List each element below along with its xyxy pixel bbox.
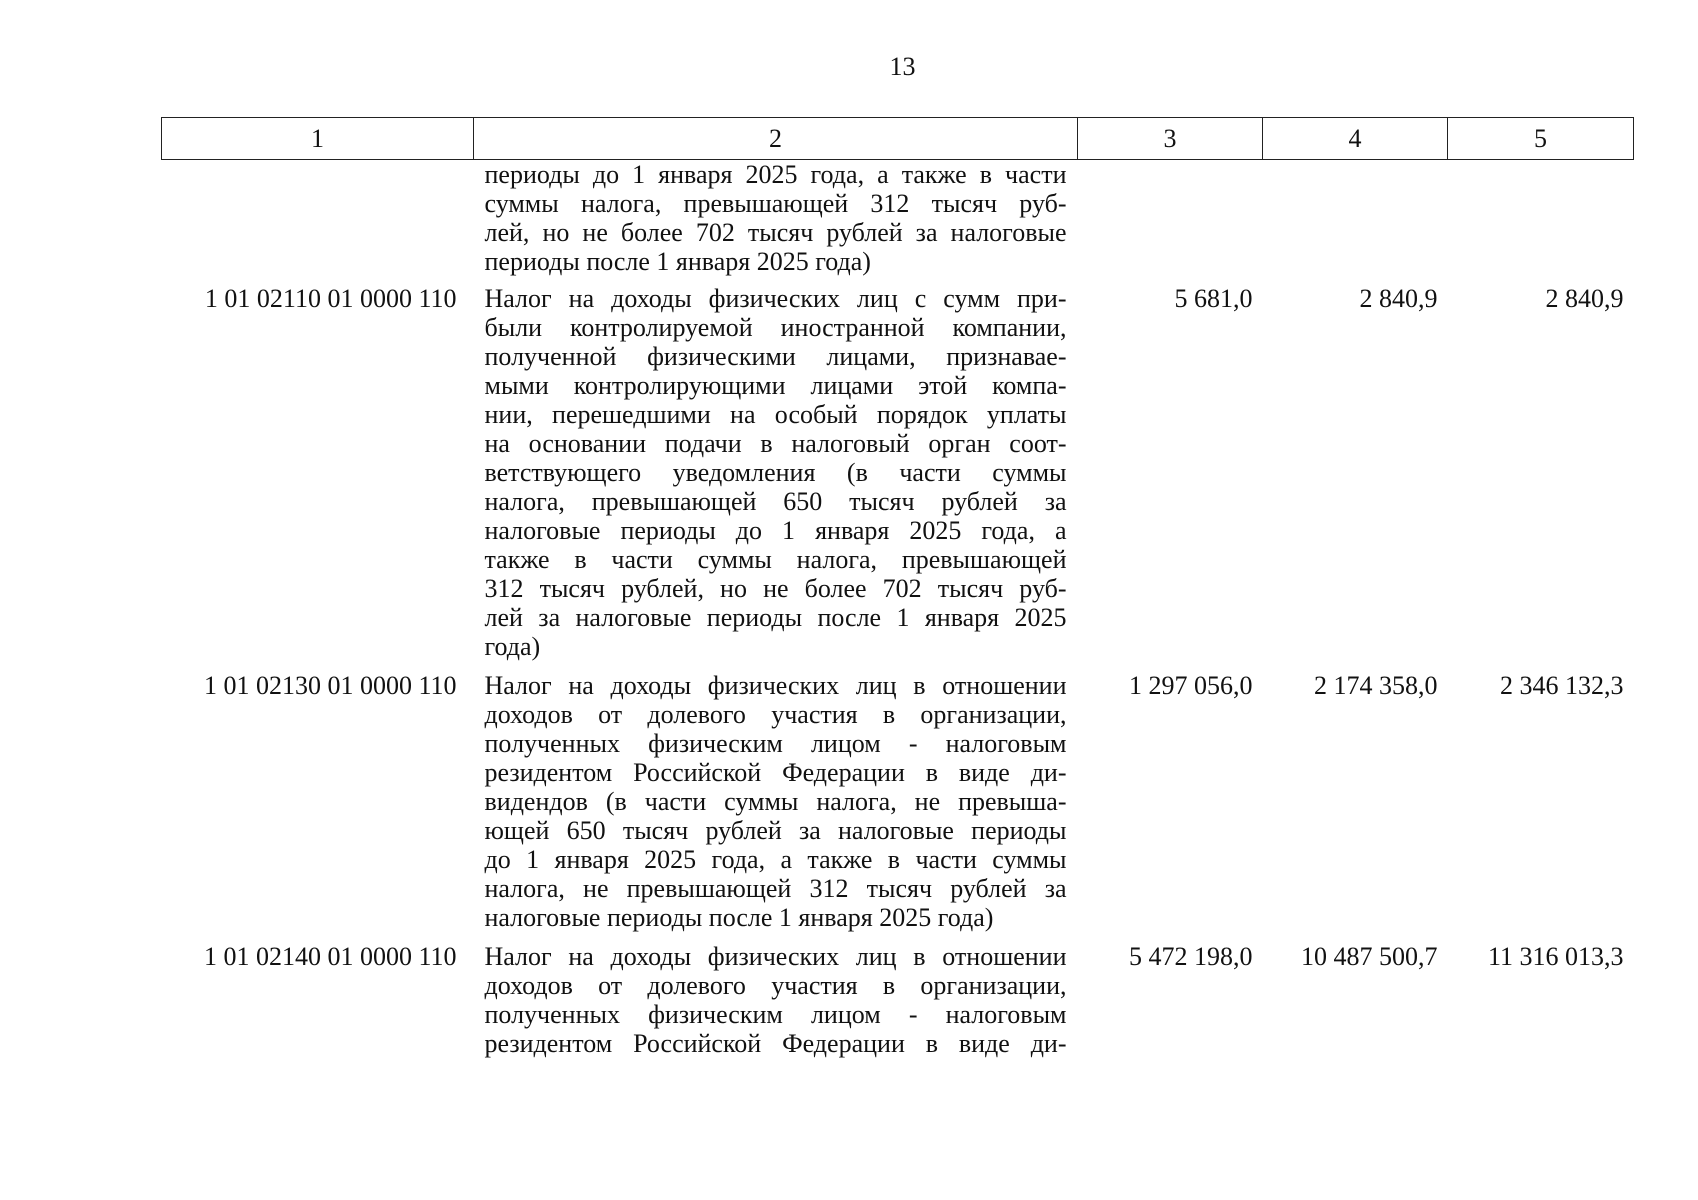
value-col-3: 5 681,0 xyxy=(1174,284,1253,313)
text-line: налоговые периоды до 1 января 2025 года, а xyxy=(484,516,1067,545)
text-line: доходов от долевого участия в организации, xyxy=(484,700,1067,729)
text-line: периоды до 1 января 2025 года, а также в части xyxy=(484,160,1067,189)
text-line: лей, но не более 702 тысяч рублей за налоговые xyxy=(484,218,1067,247)
value-col-5: 2 346 132,3 xyxy=(1500,671,1624,700)
table-row xyxy=(162,671,1634,942)
column-header-2: 2 xyxy=(474,118,1078,160)
text-line: на основании подачи в налоговый орган соот- xyxy=(484,429,1067,458)
value-col-3: 1 297 056,0 xyxy=(1129,671,1253,700)
value-col-4: 2 174 358,0 xyxy=(1314,671,1438,700)
text-line: доходов от долевого участия в организации, xyxy=(484,971,1067,1000)
column-header-5: 5 xyxy=(1448,118,1634,160)
text-line: налоговые периоды после 1 января 2025 года) xyxy=(484,903,994,932)
table-row xyxy=(162,942,1634,1068)
table-row xyxy=(162,284,1634,671)
revenue-description xyxy=(474,284,1078,671)
text-line: резидентом Российской Федерации в виде ди- xyxy=(484,1029,1067,1058)
text-line: ветствующего уведомления (в части суммы xyxy=(484,458,1067,487)
page-number: 13 xyxy=(889,52,916,81)
text-line: Налог на доходы физических лиц в отношении xyxy=(484,671,1067,700)
value-col-5: 2 840,9 xyxy=(1545,284,1624,313)
text-line: нии, перешедшими на особый порядок уплаты xyxy=(484,400,1067,429)
text-line: были контролируемой иностранной компании, xyxy=(484,313,1067,342)
column-header-1: 1 xyxy=(162,118,474,160)
table-header-row xyxy=(162,118,1634,160)
text-line: периоды после 1 января 2025 года) xyxy=(484,247,871,276)
text-line: видендов (в части суммы налога, не превыша- xyxy=(484,787,1067,816)
revenue-table xyxy=(161,117,1634,1068)
value-col-5: 11 316 013,3 xyxy=(1487,942,1624,971)
text-line: полученных физическим лицом - налоговым xyxy=(484,1000,1067,1029)
text-line: Налог на доходы физических лиц в отношении xyxy=(484,942,1067,971)
revenue-description xyxy=(474,671,1078,942)
value-col-4: 2 840,9 xyxy=(1359,284,1438,313)
revenue-description xyxy=(474,942,1078,1068)
text-line: суммы налога, превышающей 312 тысяч руб- xyxy=(484,189,1067,218)
column-header-4: 4 xyxy=(1263,118,1448,160)
text-line: налога, превышающей 650 тысяч рублей за xyxy=(484,487,1067,516)
text-line: ющей 650 тысяч рублей за налоговые периоды xyxy=(484,816,1067,845)
text-line: до 1 января 2025 года, а также в части суммы xyxy=(484,845,1067,874)
text-line: также в части суммы налога, превышающей xyxy=(484,545,1067,574)
text-line: года) xyxy=(484,632,541,661)
column-header-3: 3 xyxy=(1078,118,1263,160)
value-col-4: 10 487 500,7 xyxy=(1301,942,1438,971)
text-line: мыми контролирующими лицами этой компа- xyxy=(484,371,1067,400)
budget-code: 1 01 02110 01 0000 110 xyxy=(204,284,457,313)
text-line: резидентом Российской Федерации в виде ди- xyxy=(484,758,1067,787)
continuation-text xyxy=(474,160,1078,285)
text-line: 312 тысяч рублей, но не более 702 тысяч руб- xyxy=(484,574,1067,603)
text-line: полученных физическим лицом - налоговым xyxy=(484,729,1067,758)
text-line: налога, не превышающей 312 тысяч рублей за xyxy=(484,874,1067,903)
budget-code: 1 01 02140 01 0000 110 xyxy=(203,942,457,971)
value-col-3: 5 472 198,0 xyxy=(1129,942,1253,971)
text-line: лей за налоговые периоды после 1 января 2025 xyxy=(484,603,1067,632)
budget-code: 1 01 02130 01 0000 110 xyxy=(203,671,457,700)
text-line: полученной физическими лицами, признавае- xyxy=(484,342,1067,371)
continuation-row xyxy=(162,160,1634,285)
text-line: Налог на доходы физических лиц с сумм при- xyxy=(484,284,1067,313)
